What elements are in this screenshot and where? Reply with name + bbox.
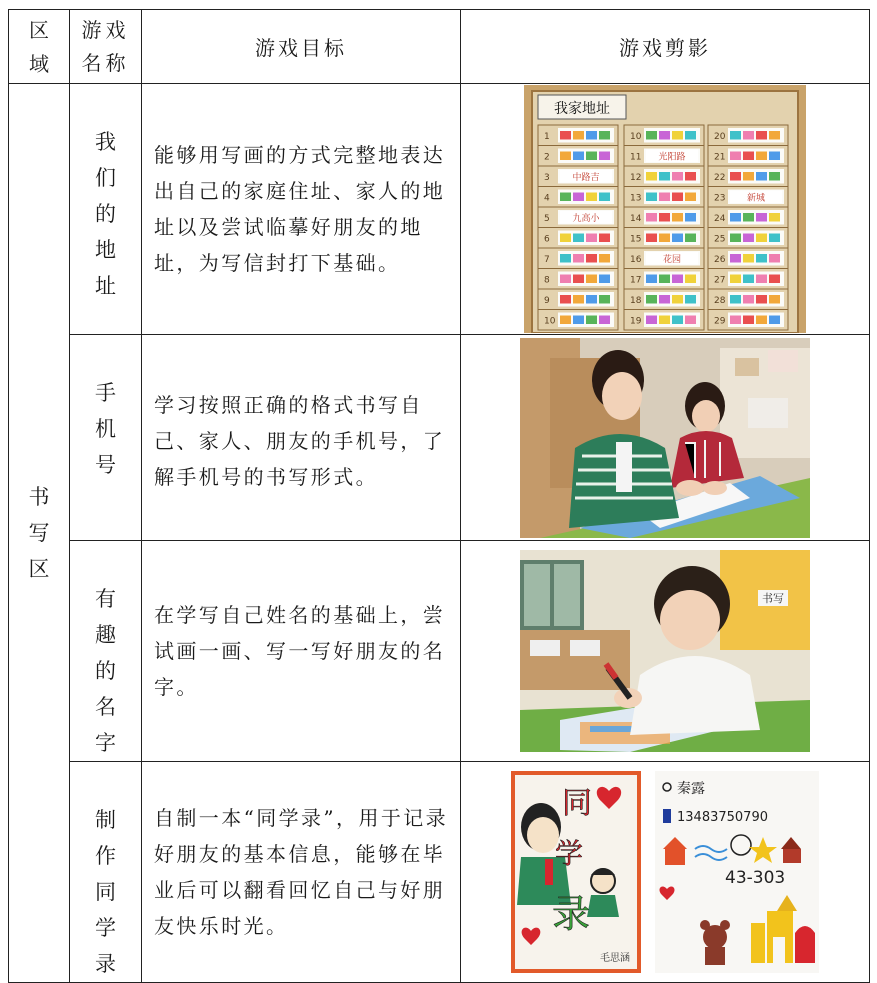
card-doodle [730,275,741,284]
game-name-char: 手 [95,381,116,405]
game-name-char: 学 [95,916,116,940]
card-doodle [586,316,597,325]
card-doodle [743,131,754,140]
card-doodle [646,295,657,304]
area-char: 写 [28,521,50,545]
board-title: 我家地址 [554,101,610,117]
card-doodle [672,295,683,304]
card-doodle [573,254,584,263]
area-char: 书 [28,485,50,509]
card-doodle [560,295,571,304]
card-doodle [646,213,657,222]
slot-number: 12 [630,173,642,183]
game-goal-cell: 能够用写画的方式完整地表达出自己的家庭住址、家人的地址以及尝试临摹好朋友的地址，为写信封打下基础。 [142,84,461,335]
card-doodle [743,295,754,304]
game-goal-cell: 自制一本“同学录”，用于记录好朋友的基本信息，能够在毕业后可以翻看回忆自己与好朋友快乐时光。 [142,762,461,983]
slot-number: 5 [544,214,550,224]
card-doodle [685,295,696,304]
card-doodle [756,172,767,181]
slot-number: 16 [630,255,642,265]
slot-number: 15 [630,234,642,245]
slot-number: 1 [544,132,550,142]
card-doodle [685,316,696,325]
game-name-char: 的 [95,202,116,226]
card-doodle [730,131,741,140]
card-doodle [646,131,657,140]
cover-char: 录 [551,892,591,936]
card-doodle [599,295,610,304]
card-doodle [599,234,610,243]
card-doodle [756,275,767,284]
card-doodle [659,234,670,243]
photo-cell [461,541,870,762]
table-row [9,762,870,983]
cover-signature: 毛思涵 [600,953,630,964]
activity-table [8,9,870,983]
card-doodle [756,152,767,161]
card-doodle [560,275,571,284]
card-label: 花园 [662,255,682,265]
header-goal: 游戏目标 [142,10,461,84]
slot-number: 4 [544,193,550,204]
child-drawing-photo [520,550,810,752]
slot-number: 2 [544,152,550,163]
card-label: 光阳路 [658,152,686,163]
card-doodle [646,193,657,202]
card-doodle [560,316,571,325]
card-doodle [672,275,683,284]
card-doodle [769,275,780,284]
card-doodle [659,213,670,222]
address-board-photo [524,85,806,333]
card-doodle [685,193,696,202]
yearbook-cover-photo [511,771,641,973]
page-address: 43-303 [725,868,786,888]
card-doodle [560,131,571,140]
card-doodle [743,316,754,325]
game-name-char: 址 [95,274,116,298]
card-doodle [756,213,767,222]
card-doodle [743,275,754,284]
card-doodle [599,131,610,140]
card-doodle [672,213,683,222]
card-doodle [586,193,597,202]
card-doodle [685,234,696,243]
slot-number: 21 [714,152,726,163]
slot-number: 22 [714,173,726,183]
header-name-line: 游戏 [81,17,130,42]
game-name-cell [70,335,142,541]
card-doodle [685,172,696,181]
card-doodle [599,316,610,325]
card-doodle [646,172,657,181]
header-area [9,10,70,84]
game-name-char: 录 [95,952,116,976]
photo-cell [461,335,870,541]
card-doodle [730,316,741,325]
slot-number: 10 [544,316,556,327]
card-doodle [573,234,584,243]
card-doodle [586,131,597,140]
card-doodle [560,193,571,202]
slot-number: 23 [714,193,726,204]
game-name-char: 们 [95,166,116,190]
table-row [9,84,870,335]
game-name-cell [70,541,142,762]
card-doodle [659,172,670,181]
game-name-cell [70,84,142,335]
cover-char: 同 [562,786,592,821]
header-photo: 游戏剪影 [461,10,870,84]
card-doodle [756,316,767,325]
card-doodle [769,254,780,263]
slot-number: 18 [630,296,642,306]
slot-number: 17 [630,275,642,286]
game-name-char: 同 [95,880,116,904]
photo-cell [461,84,870,335]
card-doodle [756,131,767,140]
game-name-cell [70,762,142,983]
card-doodle [560,234,571,243]
slot-number: 29 [714,316,726,327]
game-name-char: 机 [95,417,116,441]
card-doodle [743,213,754,222]
card-doodle [730,254,741,263]
slot-number: 3 [544,173,550,183]
slot-number: 14 [630,214,642,224]
card-doodle [672,316,683,325]
card-doodle [646,234,657,243]
game-name-char: 我 [95,130,116,154]
slot-number: 26 [714,255,726,265]
card-doodle [743,172,754,181]
slot-number: 19 [630,316,642,327]
card-doodle [730,152,741,161]
card-doodle [769,131,780,140]
slot-number: 20 [714,132,726,142]
header-row [9,10,870,84]
card-label: 九高小 [572,214,600,224]
game-name-char: 名 [95,695,116,719]
card-label: 中路吉 [572,173,600,183]
card-label: 新城 [746,193,766,204]
card-doodle [672,172,683,181]
header-area-char: 域 [29,51,49,76]
table-row [9,541,870,762]
card-doodle [586,152,597,161]
wall-label: 书写 [762,592,784,605]
card-doodle [586,275,597,284]
page-name: 秦露 [677,781,705,797]
card-doodle [659,316,670,325]
card-doodle [659,193,670,202]
card-doodle [560,152,571,161]
header-area-char: 区 [29,17,49,42]
card-doodle [646,275,657,284]
card-doodle [730,234,741,243]
game-goal-cell: 在学写自己姓名的基础上，尝试画一画、写一写好朋友的名字。 [142,541,461,762]
card-doodle [586,254,597,263]
card-doodle [573,275,584,284]
table-row [9,335,870,541]
children-writing-photo [520,338,810,538]
card-doodle [769,234,780,243]
slot-number: 27 [714,275,726,286]
card-doodle [769,316,780,325]
card-doodle [586,295,597,304]
game-name-char: 的 [95,659,116,683]
card-doodle [659,295,670,304]
card-doodle [586,234,597,243]
card-doodle [756,234,767,243]
card-doodle [573,152,584,161]
card-doodle [743,152,754,161]
header-name-line: 名称 [81,50,130,75]
page-phone: 13483750790 [677,810,768,825]
card-doodle [599,193,610,202]
card-doodle [685,131,696,140]
card-doodle [730,172,741,181]
card-doodle [769,295,780,304]
card-doodle [756,254,767,263]
game-name-char: 号 [95,453,116,477]
slot-number: 7 [544,255,550,265]
slot-number: 6 [544,234,550,245]
card-doodle [685,275,696,284]
card-doodle [599,254,610,263]
photo-cell [461,762,870,983]
card-doodle [730,295,741,304]
header-name [70,10,142,84]
cover-char: 学 [554,837,584,870]
card-doodle [672,193,683,202]
card-doodle [573,193,584,202]
game-name-char: 趣 [95,623,116,647]
game-name-char: 地 [95,238,116,262]
card-doodle [672,131,683,140]
card-doodle [743,254,754,263]
slot-number: 13 [630,193,642,204]
game-name-char: 作 [95,844,116,868]
card-doodle [659,275,670,284]
slot-number: 28 [714,296,726,306]
card-doodle [560,254,571,263]
card-doodle [769,152,780,161]
game-name-char: 制 [95,808,116,832]
area-cell [9,84,70,983]
card-doodle [573,131,584,140]
card-doodle [659,131,670,140]
card-doodle [756,295,767,304]
slot-number: 8 [544,275,550,286]
card-doodle [769,172,780,181]
card-doodle [743,234,754,243]
slot-number: 11 [630,152,642,163]
card-doodle [573,295,584,304]
card-doodle [730,213,741,222]
card-doodle [672,234,683,243]
slot-number: 9 [544,296,550,306]
card-doodle [599,275,610,284]
game-name-char: 有 [95,587,116,611]
card-doodle [646,316,657,325]
game-name-char: 字 [95,731,116,755]
card-doodle [573,316,584,325]
yearbook-photos [461,771,869,973]
card-doodle [685,213,696,222]
game-goal-cell: 学习按照正确的格式书写自己、家人、朋友的手机号，了解手机号的书写形式。 [142,335,461,541]
yearbook-page-photo [655,771,819,973]
slot-number: 25 [714,234,726,245]
slot-number: 10 [630,132,642,142]
card-doodle [599,152,610,161]
slot-number: 24 [714,214,726,224]
area-char: 区 [28,557,50,581]
card-doodle [769,213,780,222]
